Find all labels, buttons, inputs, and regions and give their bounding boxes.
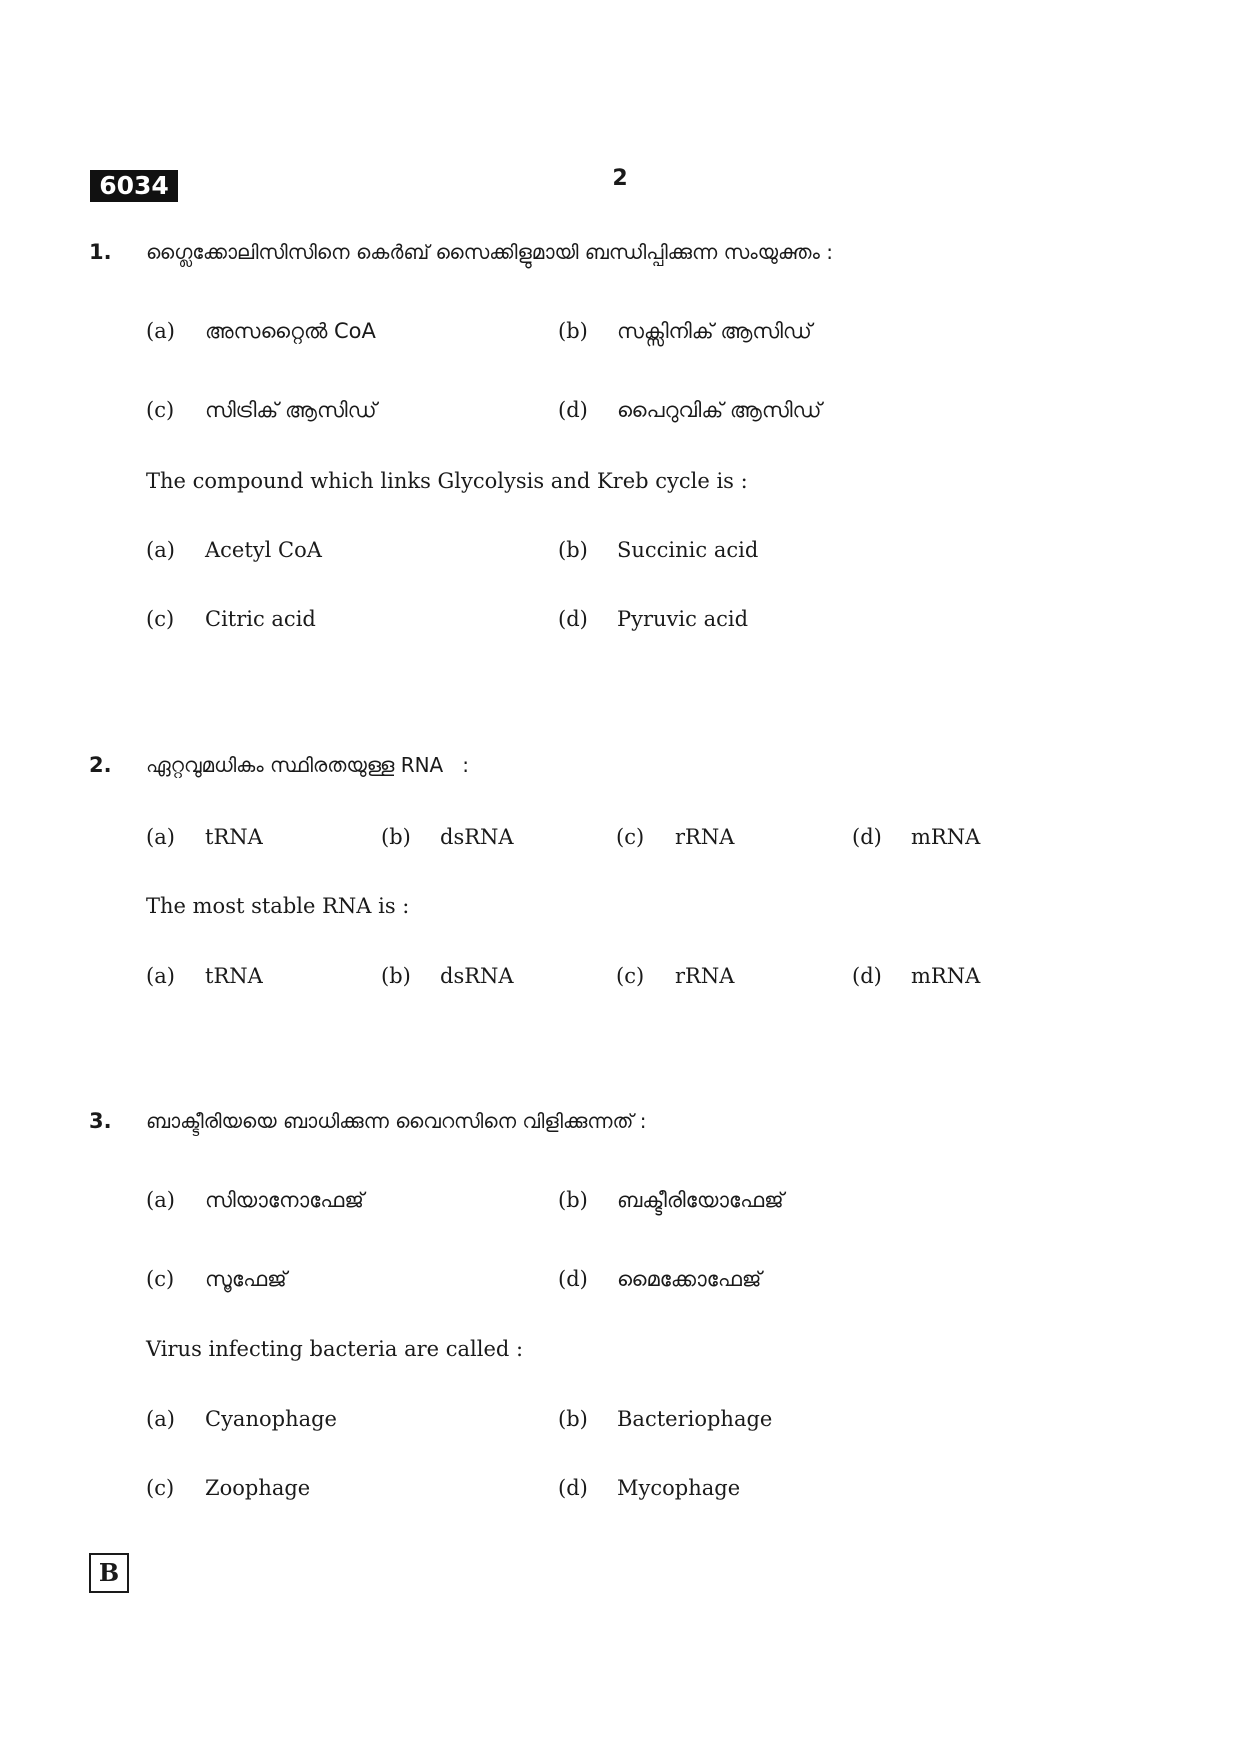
- option-label: (a): [146, 825, 175, 849]
- question-booklet-series: B: [89, 1553, 129, 1593]
- option-text-english: Succinic acid: [617, 538, 759, 562]
- question-text-malayalam: ഗ്ലൈക്കോലിസിസിനെ കെർബ് സൈക്കിളുമായി ബന്ധിപ്പിക്കുന്ന സംയുക്തം :: [146, 240, 833, 264]
- option-label: (b): [558, 319, 588, 343]
- question-text-malayalam: ഏറ്റവുമധികം സ്ഥിരതയുള്ള RNA :: [146, 753, 470, 777]
- option-label: (a): [146, 1407, 175, 1431]
- option-label: (d): [558, 1476, 588, 1500]
- option-text-malayalam: സക്സിനിക് ആസിഡ്: [617, 319, 812, 343]
- option-label: (d): [852, 825, 882, 849]
- question-paper-code: 6034: [90, 170, 178, 202]
- page-number: 2: [612, 166, 628, 191]
- option-text: rRNA: [675, 964, 735, 988]
- option-label: (c): [616, 825, 645, 849]
- option-label: (b): [558, 1407, 588, 1431]
- option-label: (a): [146, 964, 175, 988]
- option-label: (c): [146, 1476, 175, 1500]
- option-text-english: Pyruvic acid: [617, 607, 749, 631]
- question-text-english: The most stable RNA is :: [146, 894, 410, 918]
- option-text-malayalam: സിയാനോഫേജ്: [205, 1188, 364, 1212]
- option-label: (b): [558, 538, 588, 562]
- option-text: tRNA: [205, 964, 263, 988]
- option-text-english: Zoophage: [205, 1476, 311, 1500]
- option-label: (b): [381, 825, 411, 849]
- option-label: (d): [558, 398, 588, 422]
- option-text-malayalam: അസറ്റൈൽ CoA: [205, 319, 376, 343]
- option-label: (a): [146, 538, 175, 562]
- question-text-english: The compound which links Glycolysis and Kreb cycle is :: [146, 469, 748, 493]
- option-label: (c): [146, 398, 175, 422]
- option-label: (c): [146, 607, 175, 631]
- option-text: rRNA: [675, 825, 735, 849]
- question-text-malayalam: ബാക്ടീരിയയെ ബാധിക്കുന്ന വൈറസിനെ വിളിക്കുന്നത് :: [146, 1109, 647, 1133]
- option-text-english: Cyanophage: [205, 1407, 337, 1431]
- option-text: mRNA: [911, 825, 981, 849]
- option-text: tRNA: [205, 825, 263, 849]
- option-text: dsRNA: [440, 964, 514, 988]
- option-text-english: Acetyl CoA: [205, 538, 322, 562]
- option-label: (c): [146, 1267, 175, 1291]
- option-text-malayalam: ബക്ടീരിയോഫേജ്: [617, 1188, 784, 1212]
- option-label: (d): [558, 1267, 588, 1291]
- option-label: (c): [616, 964, 645, 988]
- option-label: (b): [558, 1188, 588, 1212]
- option-text-malayalam: മൈക്കോഫേജ്: [617, 1267, 762, 1291]
- option-text: dsRNA: [440, 825, 514, 849]
- option-text-malayalam: സൂഫേജ്: [205, 1267, 287, 1291]
- option-label: (d): [852, 964, 882, 988]
- question-text-english: Virus infecting bacteria are called :: [146, 1337, 524, 1361]
- question-number: 3.: [89, 1109, 112, 1133]
- option-label: (a): [146, 319, 175, 343]
- option-label: (a): [146, 1188, 175, 1212]
- question-number: 2.: [89, 753, 112, 777]
- option-text-english: Mycophage: [617, 1476, 741, 1500]
- question-number: 1.: [89, 240, 112, 264]
- option-label: (d): [558, 607, 588, 631]
- option-text-english: Bacteriophage: [617, 1407, 773, 1431]
- option-text-malayalam: പൈറുവിക് ആസിഡ്: [617, 398, 822, 422]
- option-text-malayalam: സിട്രിക് ആസിഡ്: [205, 398, 377, 422]
- option-text-english: Citric acid: [205, 607, 316, 631]
- option-text: mRNA: [911, 964, 981, 988]
- option-label: (b): [381, 964, 411, 988]
